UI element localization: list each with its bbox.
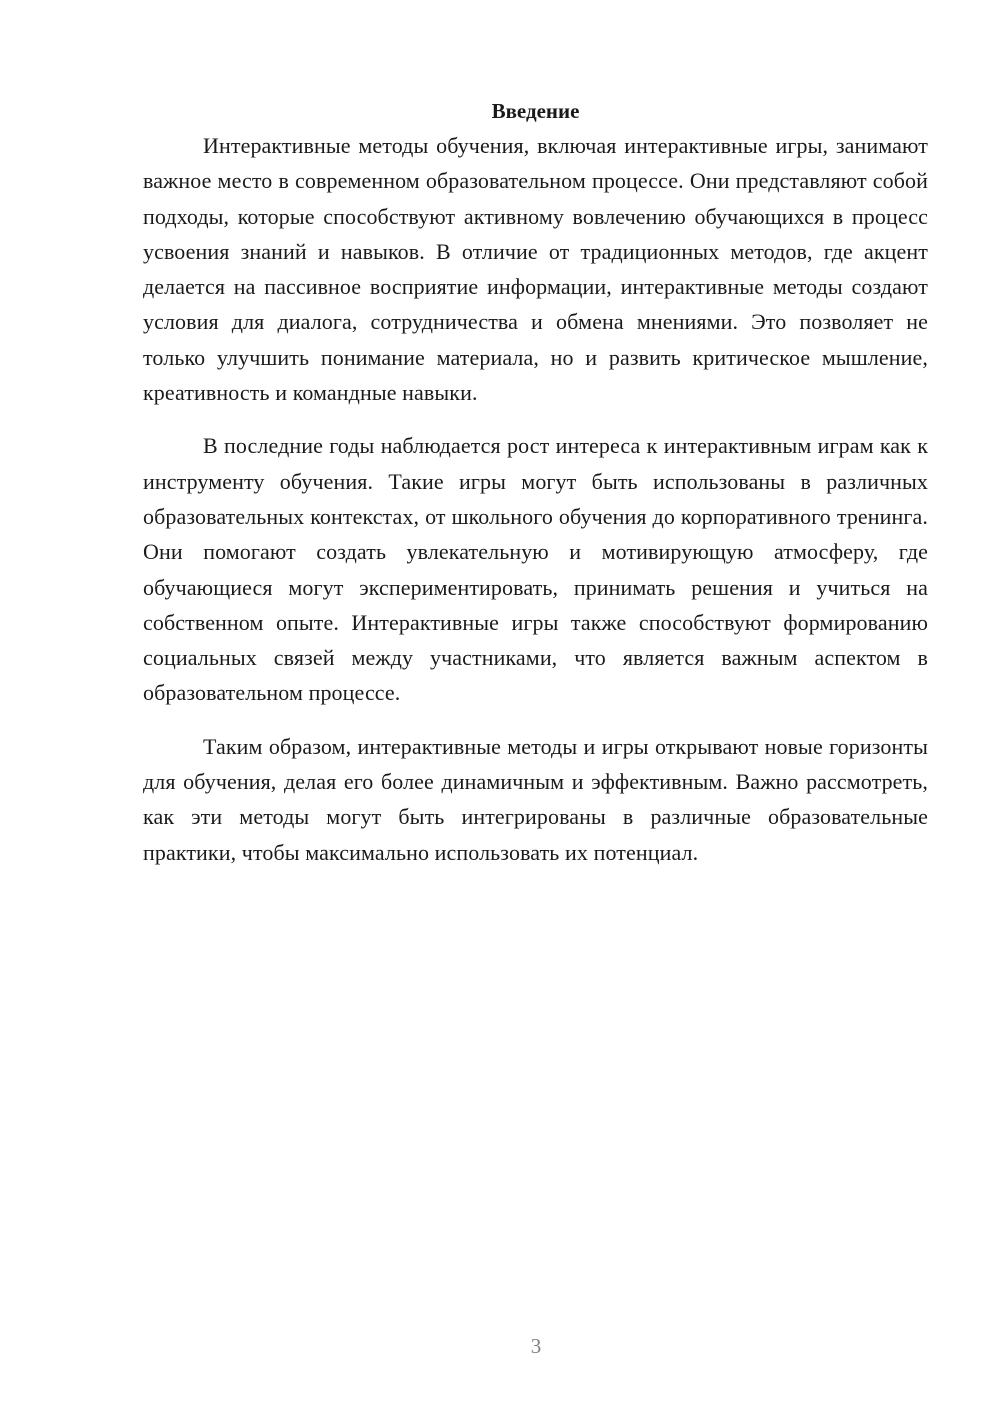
paragraph-1: Интерактивные методы обучения, включая интерактивные игры, занимают важное место в современном образовательном процессе. Они представляют собой подходы, которые способствуют активному вовлечению обучающихся в процесс усвоения знаний и навыков. В отличие от традиционных методов, где акцент делается на пассивное восприятие информации, интерактивные методы создают условия для диалога, сотрудничества и обмена мнениями. Это позволяет не только улучшить понимание материала, но и развить критическое мышление, креативность и командные навыки. <box>143 133 928 406</box>
page-content <box>143 96 928 888</box>
section-title: Введение <box>491 99 580 123</box>
paragraph-2: В последние годы наблюдается рост интереса к интерактивным играм как к инструменту обучения. Такие игры могут быть использованы в различных образовательных контекстах, от школьного обучения до корпоративного тренинга. Они помогают создать увлекательную и мотивирующую атмосферу, где обучающиеся могут экспериментировать, принимать решения и учиться на собственном опыте. Интерактивные игры также способствуют формированию социальных связей между участниками, что является важным аспектом в образовательном процессе. <box>143 433 928 706</box>
page-number: 3 <box>530 1334 542 1358</box>
paragraph-3: Таким образом, интерактивные методы и игры открывают новые горизонты для обучения, делая его более динамичным и эффективным. Важно рассмотреть, как эти методы могут быть интегрированы в различные образовательные практики, чтобы максимально использовать их потенциал. <box>143 733 928 865</box>
